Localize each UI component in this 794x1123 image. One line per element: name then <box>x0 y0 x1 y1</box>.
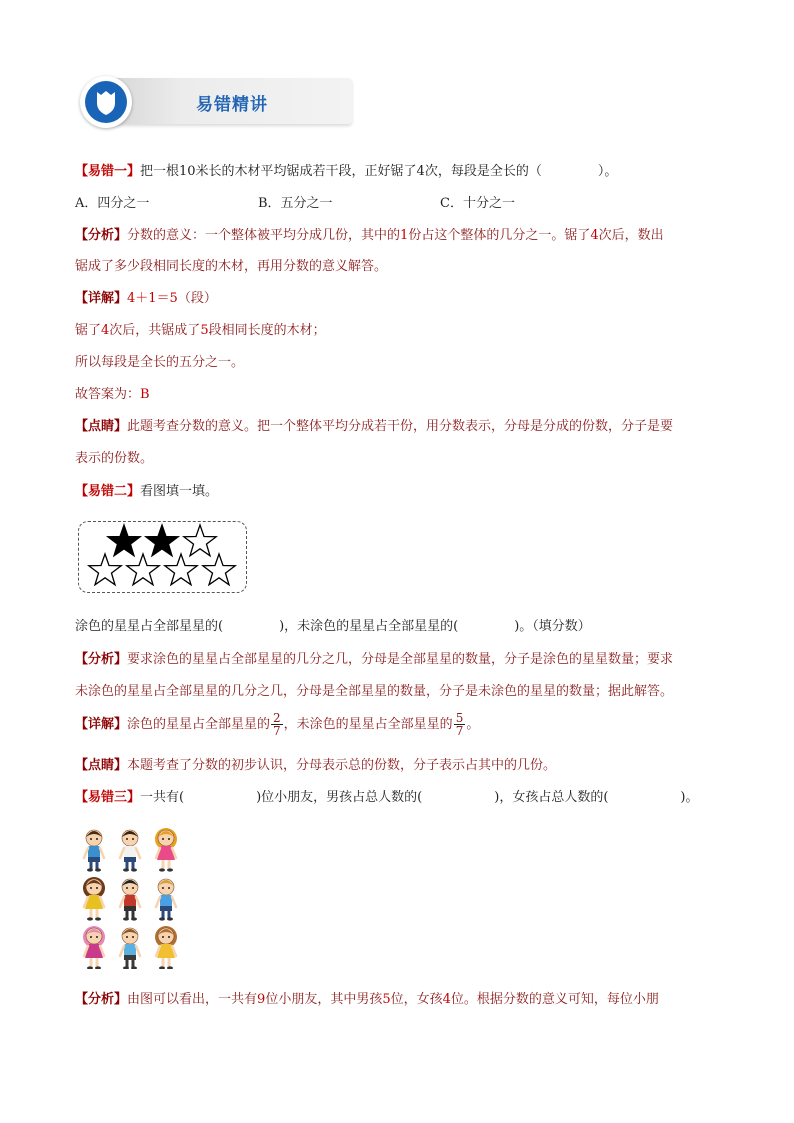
fraction-5-7: $\frac{5}{7}$ <box>455 711 464 738</box>
girl-figure <box>83 926 105 969</box>
boy-figure <box>84 830 104 872</box>
q2-detail-tag: 【详解】 <box>75 717 128 732</box>
q1-options <box>75 194 149 214</box>
q3-analysis: 【分析】由图可以看出，一共有9位小朋友，其中男孩5位，女孩4位。根据分数的意义可知，每位小朋 <box>75 992 659 1007</box>
banner-title: 易错精讲 <box>196 95 268 115</box>
q1-detail: 【详解】4＋1＝5（段） <box>75 291 217 306</box>
q1-question <box>75 162 617 182</box>
stars-figure <box>78 521 247 593</box>
q1-line-2: 所以每段是全长的五分之一。 <box>75 355 245 370</box>
q1-option-c: C．十分之一 <box>440 196 515 211</box>
stars-svg <box>79 522 246 592</box>
boy-figure <box>120 879 140 921</box>
q2-analysis-2: 未涂色的星星占全部星星的几分之几，分母是全部星星的数量，分子是未涂色的星星的数量；据此解答。 <box>75 684 674 699</box>
girl-figure <box>155 926 177 969</box>
banner-badge <box>80 76 132 128</box>
filled-star <box>108 525 140 556</box>
filled-star <box>146 525 178 556</box>
q1-point-1: 【点睛】此题考查分数的意义。把一个整体平均分成若干份，用分数表示，分母是分成的份数，分子是要 <box>75 419 674 434</box>
q1-answer-value: B <box>140 387 150 402</box>
q1-line-1: 锯了4次后，共锯成了5段相同长度的木材； <box>75 323 326 338</box>
boy-figure <box>156 879 176 921</box>
q2-analysis-1: 【分析】要求涂色的星星占全部星星的几分之几，分母是全部星星的数量，分子是涂色的星星数量；要求 <box>75 652 674 667</box>
q3-question: 【易错三】一共有( )位小朋友，男孩占总人数的( )，女孩占总人数的( )。 <box>75 790 699 805</box>
q1-close: ）。 <box>597 164 618 179</box>
children-svg <box>78 824 188 969</box>
q2-fill: 涂色的星星占全部星星的( )，未涂色的星星占全部星星的( )。（填分数） <box>75 619 591 634</box>
boy-figure <box>120 928 140 969</box>
q1-analysis-tag: 【分析】 <box>75 228 128 243</box>
q2-tag: 【易错二】 <box>75 484 141 499</box>
q1-point-2: 表示的份数。 <box>75 451 154 466</box>
q1-option-b: B．五分之一 <box>258 196 333 211</box>
q2-point: 【点睛】本题考查了分数的初步认识，分母表示总的份数，分子表示占其中的几份。 <box>75 758 557 773</box>
section-banner <box>80 76 352 128</box>
empty-star <box>89 554 121 585</box>
q1-option-a: A．四分之一 <box>75 196 150 211</box>
shield-icon <box>85 81 127 123</box>
empty-star <box>165 554 197 585</box>
q2-detail: 【详解】涂色的星星占全部星星的 $\frac{2}{7}$ ，未涂色的星星占全部星星的 $\frac{5}{7}$ 。 <box>75 711 480 738</box>
empty-star <box>184 525 216 556</box>
fraction-2-7: $\frac{2}{7}$ <box>273 711 281 738</box>
q1-text: 把一根10米长的木材平均锯成若干段，正好锯了4次，每段是全长的（ <box>140 164 542 179</box>
empty-star <box>203 554 235 585</box>
q3-tag: 【易错三】 <box>75 790 141 805</box>
q2-question: 【易错二】看图填一填。 <box>75 484 219 499</box>
q2-analysis-tag: 【分析】 <box>75 652 128 667</box>
boy-figure <box>120 830 140 872</box>
q1-analysis-1: 【分析】分数的意义：一个整体被平均分成几份，其中的1份占这个整体的几分之一。锯了4次后，数出 <box>75 228 664 243</box>
q1-point-tag: 【点睛】 <box>75 419 128 434</box>
children-figure <box>78 824 188 969</box>
q1-analysis-2: 锯成了多少段相同长度的木材，再用分数的意义解答。 <box>75 259 388 274</box>
q1-option-c-line <box>440 194 515 214</box>
q1-option-b-line <box>258 194 333 214</box>
q1-tag: 【易错一】 <box>75 164 141 179</box>
q1-answer: 故答案为：B <box>75 387 150 402</box>
q2-point-tag: 【点睛】 <box>75 758 128 773</box>
empty-star <box>127 554 159 585</box>
q1-detail-tag: 【详解】 <box>75 291 128 306</box>
q3-analysis-tag: 【分析】 <box>75 992 128 1007</box>
girl-figure <box>155 828 177 872</box>
girl-figure <box>83 877 105 921</box>
